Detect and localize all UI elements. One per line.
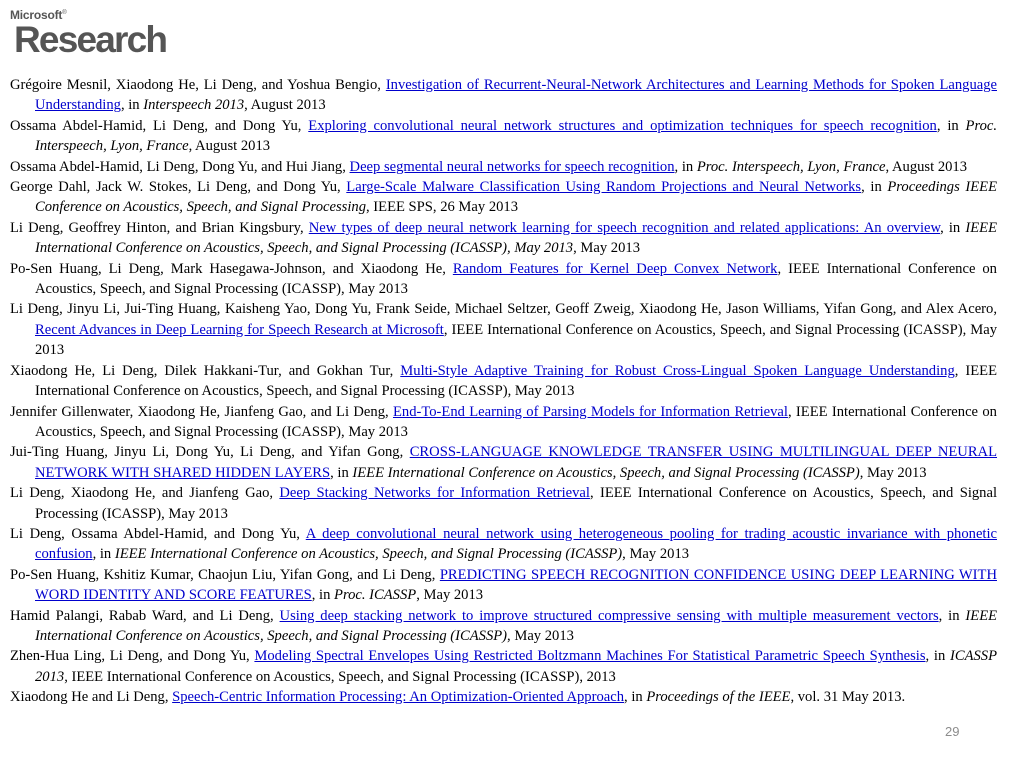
reference-authors: Ossama Abdel-Hamid, Li Deng, and Dong Yu,	[10, 117, 309, 134]
reference-authors: Ossama Abdel-Hamid, Li Deng, Dong Yu, and Hui Jiang,	[10, 158, 350, 175]
reference-entry	[10, 218, 997, 259]
reference-venue: Proc. Interspeech, Lyon, France	[696, 158, 886, 175]
reference-venue-prefix: , in	[624, 689, 647, 706]
reference-venue-prefix: , in	[120, 97, 144, 114]
reference-venue: IEEE International Conference on Acoustics, Speech, and Signal Processing (ICASSP)	[114, 546, 623, 563]
reference-venue: Proc. Interspeech, Lyon, France	[35, 117, 998, 155]
reference-venue-prefix: , IEEE International Conference on Acoustics, Speech, and Signal Processing (ICASSP), May 2013	[35, 485, 997, 522]
reference-venue-prefix: , IEEE International Conference on Acoustics, Speech, and Signal Processing (ICASSP), May 2013	[35, 403, 997, 440]
reference-venue: ICASSP 2013	[35, 648, 997, 685]
reference-venue-prefix: , IEEE International Conference on Acoustics, Speech, and Signal Processing (ICASSP), May 2013	[35, 260, 997, 298]
reference-entry	[10, 177, 997, 218]
reference-entry	[10, 361, 997, 402]
reference-title-link[interactable]: Exploring convolutional neural network structures and optimization techniques for speech recognition	[308, 117, 937, 134]
reference-title-link[interactable]: Deep Stacking Networks for Information Retrieval	[279, 485, 590, 502]
reference-date: , May 2013	[622, 546, 690, 563]
reference-authors: Grégoire Mesnil, Xiaodong He, Li Deng, and Yoshua Bengio,	[10, 77, 386, 93]
logo-microsoft-text: Microsoft®	[10, 8, 67, 22]
reference-venue-prefix: , in	[311, 587, 335, 604]
reference-venue-prefix: , in	[938, 607, 966, 624]
reference-entry	[10, 442, 997, 483]
reference-authors: Zhen-Hua Ling, Li Deng, and Dong Yu,	[10, 648, 255, 665]
reference-authors: Li Deng, Jinyu Li, Jui-Ting Huang, Kaisheng Yao, Dong Yu, Frank Seide, Michael Seltzer, Geoff Zweig, Xiaodong He, Jason Williams, Yifan Gong, and Alex Acero,	[10, 301, 997, 318]
reference-venue: Proc. ICASSP	[334, 587, 417, 604]
reference-venue: IEEE International Conference on Acoustics, Speech, and Signal Processing (ICASSP)	[35, 607, 998, 644]
reference-entry	[10, 157, 997, 177]
reference-title-link[interactable]: Using deep stacking network to improve structured compressive sensing with multiple measurement vectors	[279, 607, 939, 624]
reference-authors: Xiaodong He and Li Deng,	[10, 689, 173, 706]
reference-venue-prefix: , in	[940, 219, 966, 236]
reference-authors: Xiaodong He, Li Deng, Dilek Hakkani-Tur, and Gokhan Tur,	[10, 362, 401, 379]
reference-title-link[interactable]: Random Features for Kernel Deep Convex Network	[452, 260, 778, 277]
reference-authors: Jennifer Gillenwater, Xiaodong He, Jianfeng Gao, and Li Deng,	[10, 403, 393, 420]
reference-authors: Po-Sen Huang, Kshitiz Kumar, Chaojun Liu, Yifan Gong, and Li Deng,	[10, 566, 440, 583]
reference-venue: IEEE International Conference on Acoustics, Speech, and Signal Processing (ICASSP)	[352, 464, 860, 481]
reference-entry	[10, 483, 997, 524]
reference-entry	[10, 402, 997, 443]
reference-date: , August 2013	[188, 138, 271, 155]
reference-title-link[interactable]: Multi-Style Adaptive Training for Robust Cross-Lingual Spoken Language Understanding	[400, 362, 955, 379]
reference-venue-prefix: , in	[92, 546, 115, 563]
reference-authors: George Dahl, Jack W. Stokes, Li Deng, and Dong Yu,	[10, 179, 347, 196]
reference-title-link[interactable]: New types of deep neural network learning for speech recognition and related applications: An overview	[308, 219, 941, 236]
reference-date: , May 2013	[416, 587, 484, 604]
reference-title-link[interactable]: A deep convolutional neural network using heterogeneous pooling for trading acoustic invariance with phonetic confusion	[35, 525, 998, 563]
reference-venue-prefix: , IEEE International Conference on Acoustics, Speech, and Signal Processing (ICASSP), May 2013	[35, 362, 998, 400]
reference-venue: Interspeech 2013	[143, 97, 245, 114]
reference-title-link[interactable]: Investigation of Recurrent-Neural-Network Architectures and Learning Methods for Spoken Language Understanding	[35, 77, 997, 114]
reference-date: , May 2013	[573, 240, 640, 257]
reference-entry	[10, 646, 997, 687]
reference-date: , August 2013	[244, 97, 326, 114]
reference-venue: Proceedings of the IEEE	[646, 689, 791, 706]
reference-title-link[interactable]: Recent Advances in Deep Learning for Speech Research at Microsoft	[35, 321, 444, 338]
reference-venue: IEEE International Conference on Acoustics, Speech, and Signal Processing (ICASSP), May 2013	[35, 219, 997, 257]
reference-venue: Proceedings IEEE Conference on Acoustics, Speech, and Signal Processing	[35, 179, 998, 216]
reference-venue-prefix: , in	[861, 179, 888, 196]
reference-venue-prefix: , in	[330, 464, 353, 481]
reference-date: , IEEE SPS, 26 May 2013	[366, 199, 519, 216]
reference-title-link[interactable]: Modeling Spectral Envelopes Using Restricted Boltzmann Machines For Statistical Parametric Speech Synthesis	[254, 648, 926, 665]
reference-entry	[10, 524, 997, 565]
reference-title-link[interactable]: Speech-Centric Information Processing: An Optimization-Oriented Approach	[172, 689, 625, 706]
reference-date: , May 2013	[507, 627, 574, 644]
reference-authors: Li Deng, Ossama Abdel-Hamid, and Dong Yu,	[10, 525, 306, 542]
reference-title-link[interactable]: PREDICTING SPEECH RECOGNITION CONFIDENCE USING DEEP LEARNING WITH WORD IDENTITY AND SCORE FEATURES	[35, 566, 997, 604]
reference-date: , August 2013	[885, 158, 968, 175]
reference-entry	[10, 259, 997, 300]
reference-authors: Li Deng, Xiaodong He, and Jianfeng Gao,	[10, 485, 280, 502]
reference-authors: Po-Sen Huang, Li Deng, Mark Hasegawa-Johnson, and Xiaodong He,	[10, 260, 453, 277]
reference-entry	[10, 687, 997, 707]
reference-entry	[10, 75, 997, 116]
reference-list	[10, 75, 997, 708]
reference-authors: Li Deng, Geoffrey Hinton, and Brian Kingsbury,	[10, 219, 309, 236]
reference-entry	[10, 606, 997, 647]
reference-title-link[interactable]: Large-Scale Malware Classification Using Random Projections and Neural Networks	[346, 179, 862, 196]
page-number: 29	[945, 724, 960, 739]
reference-date: , May 2013	[859, 464, 927, 481]
reference-entry	[10, 299, 997, 360]
reference-date: , vol. 31 May 2013.	[790, 689, 906, 706]
reference-venue-prefix: , in	[925, 648, 950, 665]
reference-venue-prefix: , IEEE International Conference on Acoustics, Speech, and Signal Processing (ICASSP), May 2013	[35, 321, 997, 359]
microsoft-research-logo	[10, 6, 166, 58]
reference-title-link[interactable]: Deep segmental neural networks for speech recognition	[349, 158, 675, 175]
reference-venue-prefix: , in	[674, 158, 697, 175]
reference-authors: Hamid Palangi, Rabab Ward, and Li Deng,	[10, 607, 280, 624]
reference-title-link[interactable]: CROSS-LANGUAGE KNOWLEDGE TRANSFER USING MULTILINGUAL DEEP NEURAL NETWORK WITH SHARED HIDDEN LAYERS	[35, 444, 998, 481]
reference-authors: Jui-Ting Huang, Jinyu Li, Dong Yu, Li Deng, and Yifan Gong,	[10, 444, 410, 461]
reference-entry	[10, 565, 997, 606]
logo-research-text: Research	[14, 19, 167, 60]
reference-date: , IEEE International Conference on Acoustics, Speech, and Signal Processing (ICASSP), 2013	[64, 668, 616, 685]
reference-title-link[interactable]: End-To-End Learning of Parsing Models for Information Retrieval	[392, 403, 788, 420]
reference-venue-prefix: , in	[936, 117, 966, 134]
reference-entry	[10, 116, 997, 157]
